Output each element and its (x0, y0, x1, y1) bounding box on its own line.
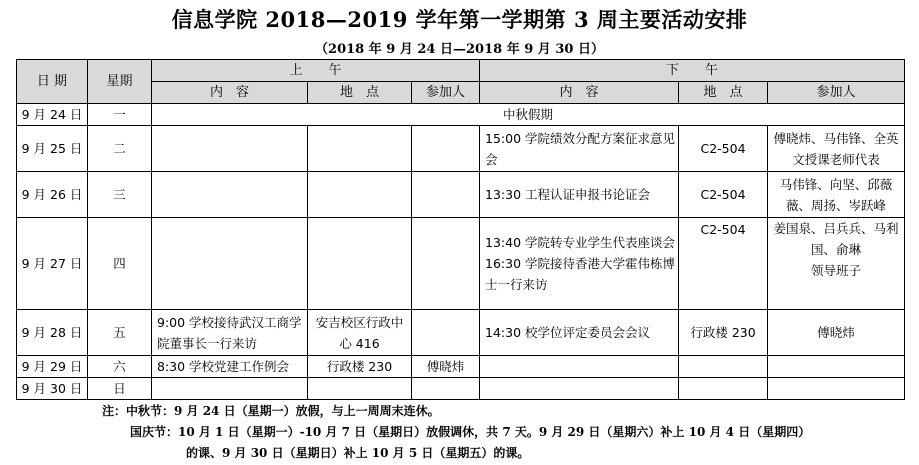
table-row (17, 104, 905, 126)
pm-event-1: 13:40 学院转专业学生代表座谈会 (485, 235, 676, 250)
am-content-cell (152, 378, 308, 400)
pm-location-cell: 行政楼 230 (679, 310, 768, 356)
pm-location-cell: C2-504 (679, 126, 768, 172)
am-content-cell: 9:00 学校接待武汉工商学院董事长一行来访 (152, 310, 308, 356)
weekday-cell: 日 (88, 378, 152, 400)
date-cell: 9 月 26 日 (17, 172, 88, 218)
date-header: 日 期 (17, 60, 88, 104)
date-range-subtitle: （2018 年 9 月 24 日—2018 年 9 月 30 日） (315, 42, 604, 57)
pm-location-cell: C2-504 (679, 218, 768, 310)
pm-content-header: 内 容 (480, 82, 679, 104)
am-participants-cell: 傅晓炜 (412, 356, 480, 378)
date-cell: 9 月 28 日 (17, 310, 88, 356)
am-participants-cell (412, 218, 480, 310)
am-participants-cell (412, 172, 480, 218)
pm-participants-2: 领导班子 (811, 263, 862, 278)
am-location-cell (308, 378, 412, 400)
holiday-cell: 中秋假期 (152, 104, 905, 126)
am-participants-header: 参加人 (412, 82, 480, 104)
am-location-cell (308, 172, 412, 218)
weekday-cell: 四 (88, 218, 152, 310)
am-content-cell (152, 218, 308, 310)
table-row (17, 310, 905, 356)
table-row (17, 378, 905, 400)
weekday-cell: 三 (88, 172, 152, 218)
pm-content-cell (480, 356, 679, 378)
am-location-cell: 行政楼 230 (308, 356, 412, 378)
am-location-cell (308, 218, 412, 310)
pm-participants-cell (768, 218, 905, 310)
pm-participants-cell (768, 378, 905, 400)
note-national-day: 国庆节：10 月 1 日（星期一）-10 月 7 日（星期日）放假调休，共 7 天。9 月 29 日（星期六）补上 10 月 4 日（星期四） (130, 425, 811, 439)
am-location-header: 地 点 (308, 82, 412, 104)
date-cell: 9 月 25 日 (17, 126, 88, 172)
am-content-header: 内 容 (152, 82, 308, 104)
am-content-cell (152, 172, 308, 218)
pm-participants-cell: 傅晓炜 (768, 310, 905, 356)
pm-participants-1: 姜国泉、吕兵兵、马利国、俞琳 (773, 221, 899, 257)
table-row (17, 218, 905, 310)
weekday-cell: 二 (88, 126, 152, 172)
date-cell: 9 月 27 日 (17, 218, 88, 310)
table-row (17, 356, 905, 378)
date-cell: 9 月 29 日 (17, 356, 88, 378)
pm-content-cell (480, 378, 679, 400)
note-national-day-cont: 的课、9 月 30 日（星期日）补上 10 月 5 日（星期五）的课。 (186, 446, 530, 460)
pm-event-2: 16:30 学院接待香港大学霍伟栋博士一行来访 (485, 256, 676, 292)
am-location-cell (308, 126, 412, 172)
am-content-cell: 8:30 学校党建工作例会 (152, 356, 308, 378)
pm-content-cell: 13:30 工程认证申报书论证会 (480, 172, 679, 218)
pm-content-cell: 14:30 校学位评定委员会会议 (480, 310, 679, 356)
am-participants-cell (412, 310, 480, 356)
pm-location-cell (679, 378, 768, 400)
am-location-cell: 安吉校区行政中心 416 (308, 310, 412, 356)
pm-participants-cell: 傅晓炜、马伟锋、全英文授课老师代表 (768, 126, 905, 172)
weekday-cell: 一 (88, 104, 152, 126)
morning-header: 上 午 (152, 60, 480, 82)
weekday-cell: 六 (88, 356, 152, 378)
weekday-cell: 五 (88, 310, 152, 356)
pm-participants-cell (768, 356, 905, 378)
pm-location-header: 地 点 (679, 82, 768, 104)
pm-participants-header: 参加人 (768, 82, 905, 104)
pm-content-cell (480, 218, 679, 310)
am-content-cell (152, 126, 308, 172)
table-row (17, 172, 905, 218)
note-mid-autumn: 注：中秋节：9 月 24 日（星期一）放假，与上一周周末连休。 (102, 404, 440, 418)
pm-content-cell: 15:00 学院绩效分配方案征求意见会 (480, 126, 679, 172)
page-title: 信息学院 2018—2019 学年第一学期第 3 周主要活动安排 (171, 7, 748, 32)
schedule-table (16, 59, 905, 400)
table-row (17, 126, 905, 172)
weekday-header: 星期 (88, 60, 152, 104)
pm-location-cell (679, 356, 768, 378)
afternoon-header: 下 午 (480, 60, 905, 82)
am-participants-cell (412, 378, 480, 400)
pm-participants-cell: 马伟锋、向坚、邱薇薇、周扬、岑跃峰 (768, 172, 905, 218)
header-row-1 (17, 60, 905, 82)
date-cell: 9 月 24 日 (17, 104, 88, 126)
pm-location-cell: C2-504 (679, 172, 768, 218)
am-participants-cell (412, 126, 480, 172)
date-cell: 9 月 30 日 (17, 378, 88, 400)
